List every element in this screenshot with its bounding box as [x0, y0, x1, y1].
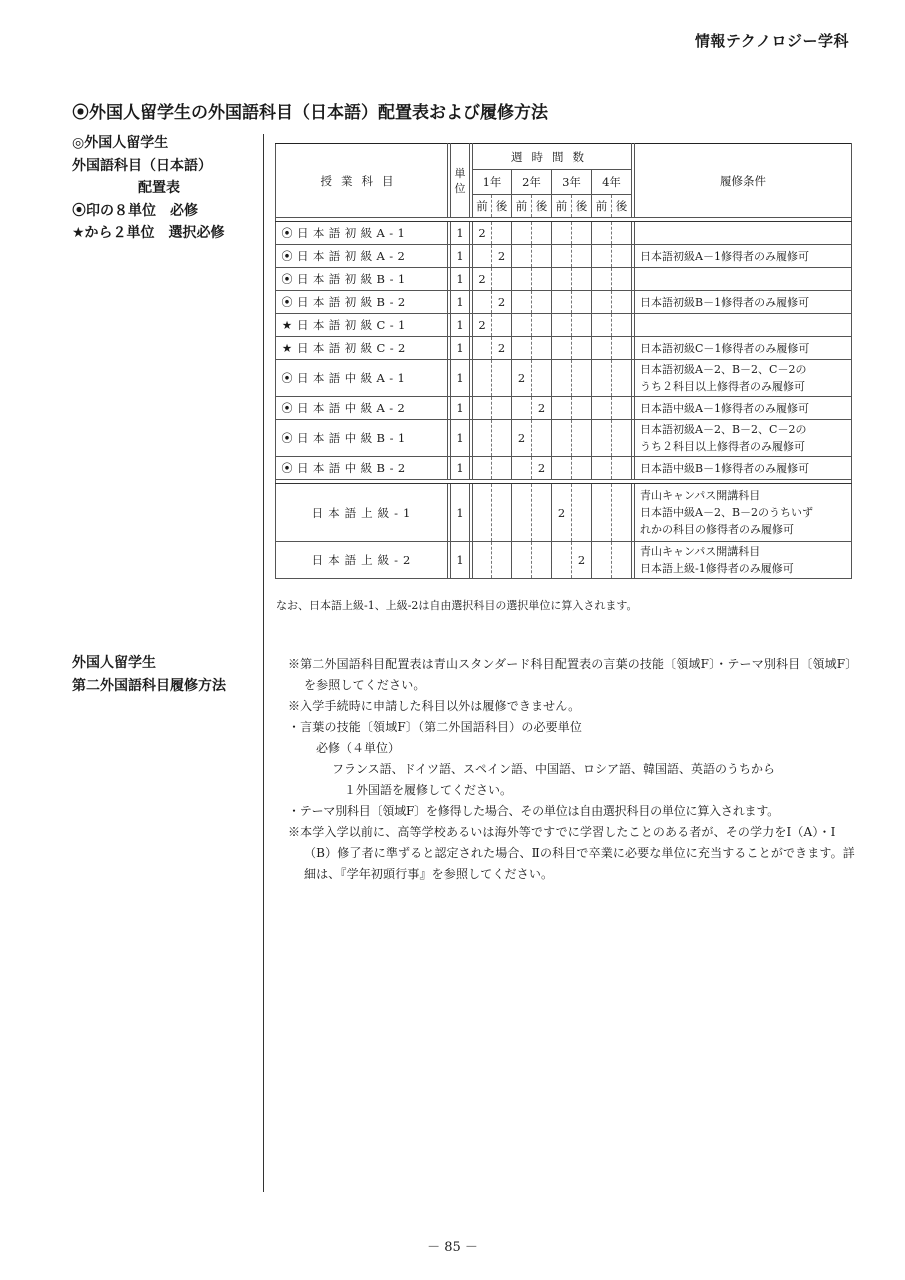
- hours-cell: 2: [532, 457, 552, 480]
- hours-cell: [612, 457, 632, 480]
- table-row: [276, 245, 852, 268]
- page-number: － 85 －: [427, 1240, 478, 1255]
- hours-cell: [492, 314, 512, 337]
- circle-dot-mark-icon: ⦿: [281, 431, 293, 445]
- credits-cell: 1: [451, 420, 470, 457]
- hours-cell: [592, 360, 612, 397]
- credits-cell: 1: [451, 397, 470, 420]
- condition-line: 青山キャンパス開講科目: [640, 545, 761, 558]
- hours-cell: [572, 291, 592, 314]
- hours-cell: [592, 484, 612, 542]
- hours-cell: [532, 268, 552, 291]
- hours-cell: [473, 397, 492, 420]
- hours-cell: [532, 484, 552, 542]
- table-row: [276, 268, 852, 291]
- subject-cell: [276, 360, 448, 397]
- subject-name: 日本語中級B-1: [297, 431, 410, 445]
- condition-cell: [635, 314, 852, 337]
- method-paragraph: フランス語、ドイツ語、スペイン語、中国語、ロシア語、韓国語、英語のうちから: [332, 762, 776, 776]
- hours-cell: [612, 420, 632, 457]
- column-divider: [263, 134, 264, 1192]
- left-heading-placement: [72, 132, 258, 245]
- left-heading-line: 配置表: [138, 180, 180, 196]
- header-year-3: 3年: [552, 170, 592, 195]
- hours-cell: 2: [512, 360, 532, 397]
- hours-cell: [492, 268, 512, 291]
- condition-line: 日本語初級A－2、B－2、C－2の: [640, 363, 807, 376]
- hours-cell: [552, 291, 572, 314]
- subject-cell: [276, 314, 448, 337]
- hours-cell: [572, 397, 592, 420]
- hours-cell: 2: [492, 245, 512, 268]
- header-conditions: 履修条件: [635, 144, 852, 218]
- subject-name: 日本語中級B-2: [297, 461, 410, 475]
- hours-cell: 2: [532, 397, 552, 420]
- hours-cell: [572, 268, 592, 291]
- hours-cell: 2: [512, 420, 532, 457]
- hours-cell: [532, 360, 552, 397]
- header-term: 前: [552, 195, 572, 218]
- condition-line: 日本語初級A－1修得者のみ履修可: [640, 249, 809, 263]
- subject-cell: [276, 291, 448, 314]
- hours-cell: [592, 542, 612, 579]
- credits-cell: 1: [451, 314, 470, 337]
- left-heading-line: ◎外国人留学生: [72, 135, 169, 151]
- star-mark-icon: ★: [281, 318, 293, 332]
- subject-name: 日本語初級B-1: [297, 272, 410, 286]
- hours-cell: [473, 360, 492, 397]
- header-credits: 単位: [451, 144, 470, 218]
- table-row: [276, 314, 852, 337]
- hours-cell: [492, 397, 512, 420]
- hours-cell: 2: [492, 291, 512, 314]
- hours-cell: [612, 314, 632, 337]
- subject-cell: [276, 245, 448, 268]
- hours-cell: [473, 245, 492, 268]
- hours-cell: [512, 457, 532, 480]
- table-row: [276, 397, 852, 420]
- subject-cell: [276, 542, 448, 579]
- hours-cell: 2: [552, 484, 572, 542]
- hours-cell: [572, 245, 592, 268]
- method-paragraph: ※第二外国語科目配置表は青山スタンダード科目配置表の言葉の技能〔領域F〕・テーマ別科目〔領域F〕を参照してください。: [288, 657, 858, 692]
- hours-cell: [473, 484, 492, 542]
- left-heading-line: 外国語科目（日本語）: [72, 157, 212, 174]
- method-paragraph: 必修（４単位）: [316, 741, 401, 755]
- table-row: [276, 420, 852, 457]
- header-year-2: 2年: [512, 170, 552, 195]
- left-heading-line: 外国人留学生: [72, 655, 156, 671]
- hours-cell: [612, 268, 632, 291]
- header-term: 後: [492, 195, 512, 218]
- header-term: 後: [532, 195, 552, 218]
- hours-cell: [512, 222, 532, 245]
- circle-dot-mark-icon: ⦿: [281, 272, 293, 286]
- hours-cell: [592, 222, 612, 245]
- circle-dot-mark-icon: ⦿: [281, 401, 293, 415]
- circle-dot-mark-icon: ⦿: [281, 461, 293, 475]
- header-subject: 授業科目: [276, 144, 448, 218]
- condition-line: れかの科目の修得者のみ履修可: [640, 523, 794, 536]
- hours-cell: [473, 420, 492, 457]
- hours-cell: [492, 360, 512, 397]
- hours-cell: [512, 314, 532, 337]
- hours-cell: [612, 245, 632, 268]
- condition-line: 日本語初級B－1修得者のみ履修可: [640, 295, 810, 309]
- course-placement-table: [275, 143, 852, 579]
- hours-cell: [572, 360, 592, 397]
- credits-cell: 1: [451, 457, 470, 480]
- condition-line: 日本語中級B－1修得者のみ履修可: [640, 461, 810, 475]
- credits-cell: 1: [451, 484, 470, 542]
- hours-cell: [473, 291, 492, 314]
- hours-cell: [592, 420, 612, 457]
- subject-name: 日本語初級B-2: [297, 295, 410, 309]
- condition-cell: [635, 397, 852, 420]
- subject-name: 日本語初級A-2: [297, 249, 410, 263]
- hours-cell: [592, 397, 612, 420]
- hours-cell: [552, 360, 572, 397]
- hours-cell: [512, 268, 532, 291]
- subject-cell: [276, 457, 448, 480]
- department-name: 情報テクノロジー学科: [694, 32, 849, 50]
- hours-cell: [532, 291, 552, 314]
- hours-cell: [552, 542, 572, 579]
- hours-cell: [552, 337, 572, 360]
- condition-line: うち２科目以上修得者のみ履修可: [640, 380, 805, 393]
- method-paragraph: ・言葉の技能〔領域F〕（第二外国語科目）の必要単位: [288, 720, 583, 734]
- subject-cell: [276, 420, 448, 457]
- hours-cell: 2: [473, 268, 492, 291]
- header-weekly-hours: 週時間数: [473, 144, 632, 170]
- subject-name: 日本語上級-2: [311, 553, 416, 567]
- hours-cell: [612, 360, 632, 397]
- method-paragraph: ※入学手続時に申請した科目以外は履修できません。: [288, 699, 581, 713]
- hours-cell: [512, 484, 532, 542]
- hours-cell: [592, 245, 612, 268]
- hours-cell: [552, 420, 572, 457]
- condition-cell: [635, 542, 852, 579]
- condition-line: 青山キャンパス開講科目: [640, 489, 761, 502]
- hours-cell: [512, 337, 532, 360]
- condition-cell: [635, 420, 852, 457]
- method-paragraph: ・テーマ別科目〔領域F〕を修得した場合、その単位は自由選択科目の単位に算入されます。: [288, 804, 779, 818]
- hours-cell: 2: [473, 314, 492, 337]
- hours-cell: [592, 314, 612, 337]
- hours-cell: [532, 337, 552, 360]
- hours-cell: [572, 420, 592, 457]
- credits-cell: 1: [451, 291, 470, 314]
- credits-cell: 1: [451, 222, 470, 245]
- subject-cell: [276, 484, 448, 542]
- hours-cell: [572, 222, 592, 245]
- hours-cell: [572, 314, 592, 337]
- hours-cell: [552, 314, 572, 337]
- table-row: [276, 360, 852, 397]
- method-paragraph: １外国語を履修してください。: [344, 783, 513, 797]
- condition-line: 日本語上級-1修得者のみ履修可: [640, 562, 794, 575]
- subject-name: 日本語初級C-2: [297, 341, 410, 355]
- hours-cell: [473, 457, 492, 480]
- subject-cell: [276, 337, 448, 360]
- hours-cell: 2: [492, 337, 512, 360]
- hours-cell: 2: [473, 222, 492, 245]
- header-year-1: 1年: [473, 170, 512, 195]
- hours-cell: [492, 222, 512, 245]
- subject-name: 日本語中級A-1: [297, 371, 410, 385]
- hours-cell: [572, 457, 592, 480]
- subject-cell: [276, 397, 448, 420]
- hours-cell: [492, 542, 512, 579]
- hours-cell: [612, 291, 632, 314]
- hours-cell: [572, 337, 592, 360]
- condition-line: 日本語中級A－1修得者のみ履修可: [640, 401, 809, 415]
- condition-cell: [635, 337, 852, 360]
- credits-cell: 1: [451, 337, 470, 360]
- hours-cell: 2: [572, 542, 592, 579]
- hours-cell: [492, 484, 512, 542]
- header-term: 前: [512, 195, 532, 218]
- circle-dot-mark-icon: ⦿: [281, 295, 293, 309]
- table-row: [276, 337, 852, 360]
- table-row: [276, 542, 852, 579]
- hours-cell: [512, 245, 532, 268]
- hours-cell: [592, 457, 612, 480]
- header-term: 後: [612, 195, 632, 218]
- condition-cell: [635, 268, 852, 291]
- circle-dot-mark-icon: ⦿: [281, 371, 293, 385]
- hours-cell: [572, 484, 592, 542]
- hours-cell: [552, 397, 572, 420]
- subject-cell: [276, 268, 448, 291]
- hours-cell: [552, 457, 572, 480]
- hours-cell: [612, 542, 632, 579]
- subject-cell: [276, 222, 448, 245]
- table-row: [276, 484, 852, 542]
- condition-cell: [635, 484, 852, 542]
- subject-name: 日本語初級C-1: [297, 318, 410, 332]
- hours-cell: [612, 397, 632, 420]
- condition-line: うち２科目以上修得者のみ履修可: [640, 440, 805, 453]
- left-heading-method: [72, 652, 258, 697]
- credits-cell: 1: [451, 360, 470, 397]
- hours-cell: [532, 542, 552, 579]
- hours-cell: [473, 337, 492, 360]
- condition-cell: [635, 457, 852, 480]
- credits-cell: 1: [451, 542, 470, 579]
- hours-cell: [532, 314, 552, 337]
- credits-cell: 1: [451, 268, 470, 291]
- method-paragraph: ※本学入学以前に、高等学校あるいは海外等ですでに学習したことのある者が、その学力をⅠ（A）・Ⅰ（B）修了者に準ずると認定された場合、Ⅱの科目で卒業に必要な単位に充当することができます。詳細は、『学年初頭行事』を参照してください。: [288, 825, 855, 881]
- circle-dot-mark-icon: ⦿: [281, 249, 293, 263]
- table-row: [276, 457, 852, 480]
- hours-cell: [512, 291, 532, 314]
- hours-cell: [473, 542, 492, 579]
- hours-cell: [552, 245, 572, 268]
- subject-name: 日本語上級-1: [311, 505, 416, 520]
- hours-cell: [532, 222, 552, 245]
- hours-cell: [532, 245, 552, 268]
- condition-cell: [635, 245, 852, 268]
- condition-cell: [635, 360, 852, 397]
- hours-cell: [512, 397, 532, 420]
- hours-cell: [552, 222, 572, 245]
- hours-cell: [592, 291, 612, 314]
- table-row: [276, 222, 852, 245]
- star-mark-icon: ★: [281, 341, 293, 355]
- header-year-4: 4年: [592, 170, 632, 195]
- left-heading-line: ⦿印の８単位 必修: [72, 202, 198, 219]
- subject-name: 日本語中級A-2: [297, 401, 410, 415]
- credits-cell: 1: [451, 245, 470, 268]
- hours-cell: [512, 542, 532, 579]
- hours-cell: [492, 457, 512, 480]
- table-row: [276, 291, 852, 314]
- condition-line: 日本語中級A－2、B－2のうちいず: [640, 506, 814, 519]
- hours-cell: [592, 337, 612, 360]
- hours-cell: [612, 222, 632, 245]
- table-note: なお、日本語上級-1、上級-2は自由選択科目の選択単位に算入されます。: [276, 599, 638, 612]
- left-heading-line: 第二外国語科目履修方法: [72, 677, 226, 694]
- hours-cell: [552, 268, 572, 291]
- header-term: 後: [572, 195, 592, 218]
- condition-cell: [635, 291, 852, 314]
- hours-cell: [592, 268, 612, 291]
- subject-name: 日本語初級A-1: [297, 226, 410, 240]
- header-term: 前: [473, 195, 492, 218]
- header-term: 前: [592, 195, 612, 218]
- hours-cell: [532, 420, 552, 457]
- hours-cell: [612, 337, 632, 360]
- second-language-method: [288, 654, 860, 885]
- condition-cell: [635, 222, 852, 245]
- condition-line: 日本語初級A－2、B－2、C－2の: [640, 423, 807, 436]
- hours-cell: [612, 484, 632, 542]
- hours-cell: [492, 420, 512, 457]
- condition-line: 日本語初級C－1修得者のみ履修可: [640, 341, 810, 355]
- section-title: ⦿外国人留学生の外国語科目（日本語）配置表および履修方法: [72, 103, 548, 123]
- circle-dot-mark-icon: ⦿: [281, 226, 293, 240]
- left-heading-line: ★から２単位 選択必修: [72, 225, 225, 241]
